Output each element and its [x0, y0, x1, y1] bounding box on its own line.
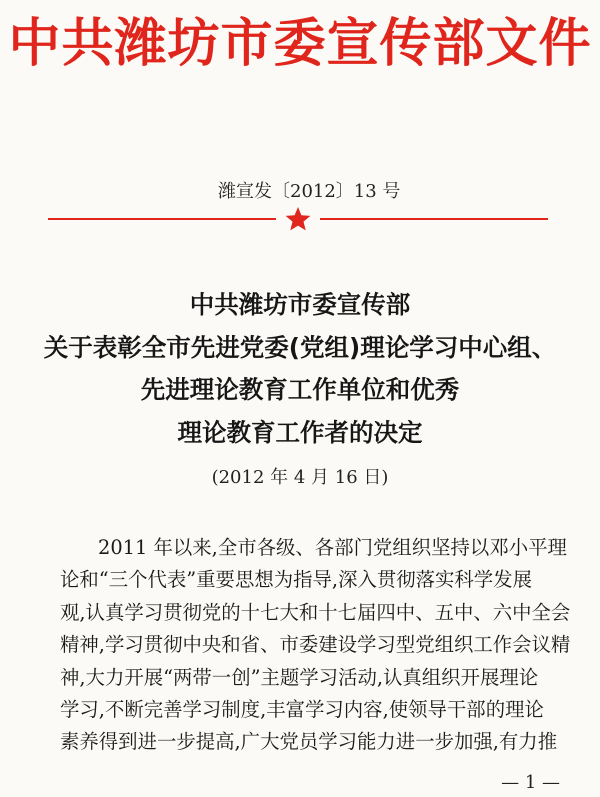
red-divider: [48, 206, 548, 232]
body-line: 神,大力开展“两带一创”主题学习活动,认真组织开展理论: [60, 665, 539, 689]
body-line: 学习,不断完善学习制度,丰富学习内容,使领导干部的理论: [60, 697, 544, 721]
body-text: [60, 532, 570, 759]
title-line: 先进理论教育工作单位和优秀: [140, 375, 460, 404]
page-number: — 1 —: [501, 772, 560, 793]
body-line: 观,认真学习贯彻党的十七大和十七届四中、五中、六中全会: [60, 600, 570, 624]
document-date: (2012 年 4 月 16 日): [211, 467, 389, 488]
document-masthead: 中共潍坊市委宣传部文件: [8, 14, 592, 74]
body-line: 素养得到进一步提高,广大党员学习能力进一步加强,有力推: [60, 730, 558, 754]
document-number: 潍宣发〔2012〕13 号: [218, 181, 401, 202]
star-icon: [286, 207, 311, 230]
title-line: 理论教育工作者的决定: [177, 417, 423, 447]
body-line: 2011 年以来,全市各级、各部门党组织坚持以邓小平理: [98, 536, 567, 559]
title-line: 关于表彰全市先进党委(党组)理论学习中心组、: [43, 332, 557, 362]
body-line: 精神,学习贯彻中央和省、市委建设学习型党组织工作会议精: [60, 633, 570, 657]
document-title: [0, 284, 600, 454]
title-line: 中共潍坊市委宣传部: [189, 290, 411, 319]
body-line: 论和“三个代表”重要思想为指导,深入贯彻落实科学发展: [60, 568, 532, 592]
